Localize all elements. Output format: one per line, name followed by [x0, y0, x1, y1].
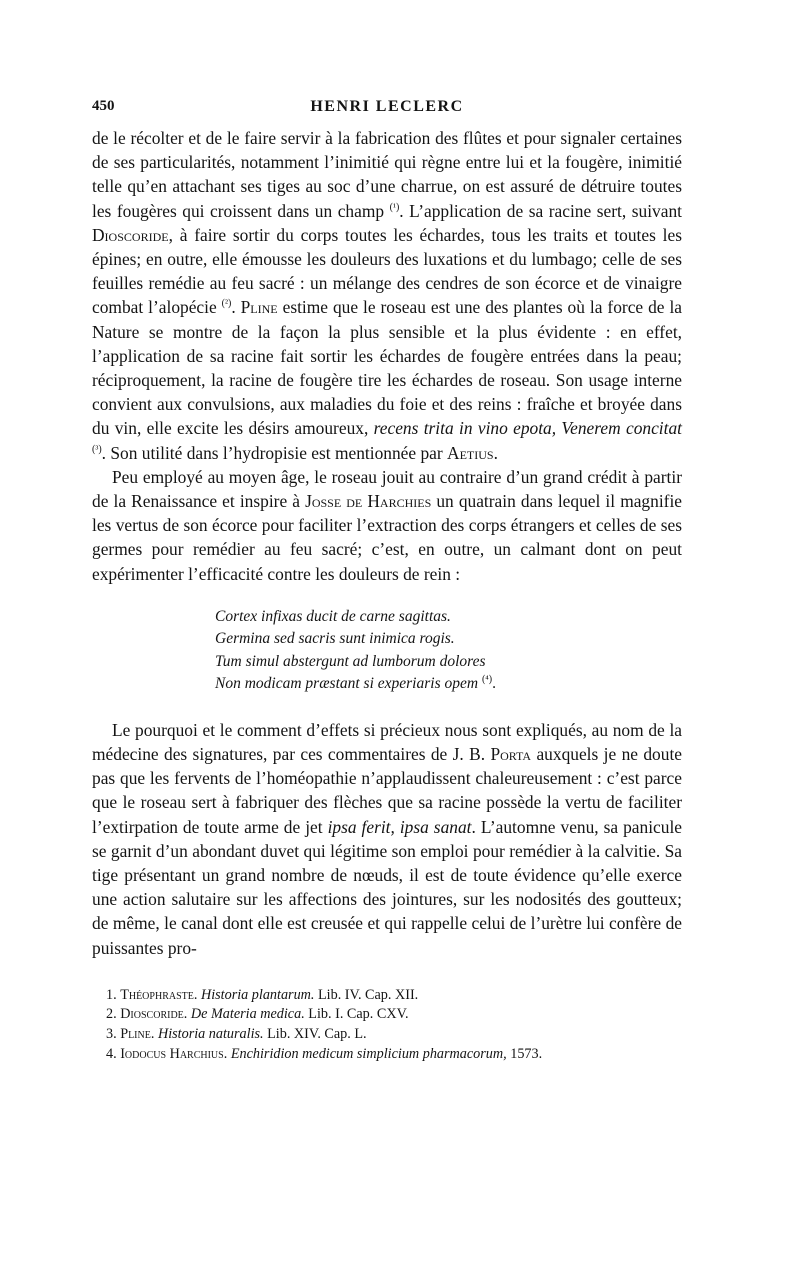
- author-josse-de-harchies: Josse de Harchies: [305, 491, 432, 512]
- page-number: 450: [92, 98, 115, 114]
- verse-line: Tum simul abstergunt ad lumborum dolores: [215, 652, 486, 670]
- footnote-work: Enchiridion medicum simplicium pharmacorum,: [230, 1045, 507, 1062]
- author-dioscoride: Dioscoride: [92, 224, 169, 245]
- verse-text: Non modicam præstant si experiaris opem: [215, 675, 479, 693]
- latin-quatrain: [215, 606, 682, 696]
- page: [92, 98, 682, 1064]
- footnote-author: Théophraste.: [120, 986, 198, 1003]
- author-aetius: Aetius: [447, 442, 494, 463]
- footnote-ref: Lib. IV. Cap. XII.: [318, 986, 419, 1003]
- text-run: estime que le roseau est une des plantes où la force de la Nature se montre de la façon la plus sensible et la plus évidente : en effet, l’application de sa racine fait sortir les échardes de fougère entrées dans la peau; réciproquement, la racine de fougère tire les échardes de roseau. Son usage interne convient aux convulsions, aux maladies du foie et des reins : fraîche et broyée dans du vin, elle excite les désirs amoureux,: [92, 297, 683, 439]
- footnote-ref-2[interactable]: (²): [221, 298, 232, 310]
- footnote-ref-4[interactable]: (⁴): [481, 674, 493, 686]
- footnote-number: 4.: [106, 1045, 117, 1062]
- footnote-ref: Lib. I. Cap. CXV.: [308, 1006, 409, 1023]
- running-header: [92, 98, 682, 126]
- footnote-author: Pline.: [120, 1026, 155, 1043]
- footnote-author: Dioscoride.: [120, 1006, 188, 1023]
- footnote-author: Iodocus Harchius.: [120, 1045, 228, 1062]
- paragraph-1: [92, 126, 682, 465]
- latin-quote: recens trita in vino epota, Venerem concitat: [373, 418, 682, 439]
- verse-line: [215, 673, 682, 696]
- footnote-number: 1.: [106, 986, 117, 1003]
- footnote-work: De Materia medica.: [190, 1006, 305, 1023]
- text-run: Peu employé au moyen âge, le roseau jouit au contraire d’un grand crédit à partir de la Renaissance et inspire à: [92, 466, 682, 512]
- footnote-ref-3[interactable]: (³): [92, 443, 102, 455]
- footnote-4: [106, 1045, 682, 1065]
- footnotes: [106, 986, 682, 1064]
- text-run: . L’application de sa racine sert, suivant: [399, 200, 682, 221]
- verse-end: .: [492, 675, 496, 693]
- footnote-number: 3.: [106, 1026, 117, 1043]
- footnote-ref: 1573.: [510, 1045, 543, 1062]
- text-run: . L’automne venu, sa panicule se garnit d’un abondant duvet qui légitime son emploi pour remédier à la calvitie. Sa tige présentant un grand nombre de nœuds, il est de toute évidence qu’elle exerce une action salutaire sur les affections des jointures, sur les nodosités des goutteux; de même, le canal dont elle est creusée et qui rappelle celui de l’urètre lui confère de puissantes pro-: [92, 816, 682, 958]
- paragraph-3: [92, 718, 682, 960]
- author-porta: Porta: [490, 744, 532, 765]
- text-run: , à faire sortir du corps toutes les échardes, tous les traits et toutes les épines; en outre, elle émousse les douleurs des luxations et du lumbago; celle de ses feuilles remédie au feu sacré : un mélange des cendres de son écorce et de vinaigre combat l’alopécie: [92, 224, 682, 318]
- text-run: auxquels je ne doute pas que les fervents de l’homéopathie n’applaudissent chaleureusement : c’est parce que le roseau sert à fabriquer des flèches que sa racine possède la vertu de faciliter l’extirpation de toute arme de jet: [92, 744, 682, 837]
- footnote-2: [106, 1005, 682, 1025]
- author-pline: Pline: [240, 297, 278, 318]
- text-run: de le récolter et de le faire servir à la fabrication des flûtes et pour signaler certaines de ses particularités, notamment l’inimitié qui règne entre lui et la fougère, inimitié telle qu’en attachant ses tiges au soc d’une charrue, on est assuré de détruire toutes les fougères qui croissent dans un champ: [92, 128, 682, 221]
- paragraph-2: [92, 465, 682, 586]
- footnote-1: [106, 986, 682, 1006]
- footnote-ref: Lib. XIV. Cap. L.: [267, 1026, 367, 1043]
- text-run: un quatrain dans lequel il magnifie les vertus de son écorce pour faciliter l’extraction des corps étrangers et celles de ses germes pour remédier au feu sacré; c’est, en outre, un calmant dont on peut expérimenter l’efficacité contre les douleurs de rein :: [92, 491, 682, 584]
- footnote-3: [106, 1025, 682, 1045]
- text-run: . Son utilité dans l’hydropisie est mentionnée par: [101, 442, 448, 463]
- text-run: .: [231, 297, 241, 318]
- footnote-work: Historia naturalis.: [157, 1026, 264, 1043]
- footnote-work: Historia plantarum.: [200, 986, 315, 1003]
- verse-line: Germina sed sacris sunt inimica rogis.: [215, 630, 455, 648]
- text-run: Le pourquoi et le comment d’effets si précieux nous sont expliqués, au nom de la médecine des signatures, par ces commentaires de J. B.: [92, 719, 682, 765]
- running-title: HENRI LECLERC: [310, 98, 464, 115]
- verse-line: Cortex infixas ducit de carne sagittas.: [215, 607, 451, 625]
- footnote-ref-1[interactable]: (¹): [389, 201, 400, 213]
- text-run: .: [493, 442, 498, 463]
- latin-quote: ipsa ferit, ipsa sanat: [327, 816, 472, 837]
- footnote-number: 2.: [106, 1006, 117, 1023]
